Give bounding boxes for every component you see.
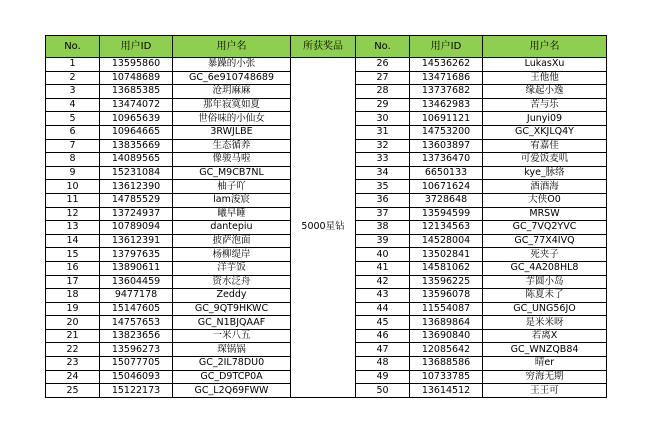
row-no: 6 (46, 125, 100, 139)
row-user-name-right: 缘起小逸 (483, 85, 607, 99)
row-no: 10 (46, 180, 100, 194)
row-no: 5 (46, 112, 100, 126)
row-no-right: 38 (356, 221, 410, 235)
row-user-name-right: 若离X (483, 329, 607, 343)
row-no-right: 32 (356, 139, 410, 153)
row-user-id-right: 13689864 (410, 316, 483, 330)
row-no: 15 (46, 248, 100, 262)
row-user-name-right: 晴er (483, 357, 607, 371)
row-no-right: 27 (356, 71, 410, 85)
row-no: 20 (46, 316, 100, 330)
row-user-id: 13890611 (100, 261, 173, 275)
row-no: 24 (46, 370, 100, 384)
row-user-id-right: 13736470 (410, 153, 483, 167)
row-user-id: 15147605 (100, 302, 173, 316)
row-user-name: 一米八五 (173, 329, 291, 343)
row-no: 23 (46, 357, 100, 371)
row-user-name-right: 芋圆小岛 (483, 275, 607, 289)
row-no-right: 26 (356, 58, 410, 72)
row-no-right: 34 (356, 166, 410, 180)
row-no: 8 (46, 153, 100, 167)
row-user-name: 资水泛舟 (173, 275, 291, 289)
row-user-id: 13835669 (100, 139, 173, 153)
row-user-name: 曦早睡 (173, 207, 291, 221)
row-no: 18 (46, 289, 100, 303)
row-user-name: GC_9QT9HKWC (173, 302, 291, 316)
row-no: 9 (46, 166, 100, 180)
row-user-name: GC_2IL78DU0 (173, 357, 291, 371)
row-user-id-right: 13596078 (410, 289, 483, 303)
row-user-id-right: 12085642 (410, 343, 483, 357)
row-no: 4 (46, 98, 100, 112)
row-user-name-right: 宥嘉佳 (483, 139, 607, 153)
row-no: 2 (46, 71, 100, 85)
row-user-name: 暴躁的小张 (173, 58, 291, 72)
row-no-right: 46 (356, 329, 410, 343)
row-no-right: 30 (356, 112, 410, 126)
row-user-id-right: 11554087 (410, 302, 483, 316)
row-user-id: 13724937 (100, 207, 173, 221)
row-no-right: 47 (356, 343, 410, 357)
header-user-name: 用户名 (173, 36, 291, 58)
row-user-id-right: 14536262 (410, 58, 483, 72)
row-user-name-right: LukasXu (483, 58, 607, 72)
row-user-name: Zeddy (173, 289, 291, 303)
row-user-id-right: 10691121 (410, 112, 483, 126)
header-user-id-right: 用户ID (410, 36, 483, 58)
header-prize: 所获奖品 (291, 36, 356, 58)
row-no-right: 44 (356, 302, 410, 316)
row-user-id: 10748689 (100, 71, 173, 85)
row-user-name-right: 王王可 (483, 384, 607, 398)
row-user-name: GC_M9CB7NL (173, 166, 291, 180)
row-user-id: 14785529 (100, 193, 173, 207)
row-user-id: 13797635 (100, 248, 173, 262)
header-no: No. (46, 36, 100, 58)
row-user-id-right: 6650133 (410, 166, 483, 180)
row-user-name-right: GC_XKJLQ4Y (483, 125, 607, 139)
row-no-right: 35 (356, 180, 410, 194)
row-no: 17 (46, 275, 100, 289)
row-user-id-right: 10671624 (410, 180, 483, 194)
row-no: 21 (46, 329, 100, 343)
row-user-name: 杨柳缇岸 (173, 248, 291, 262)
row-user-id-right: 12134563 (410, 221, 483, 235)
row-user-id: 13604459 (100, 275, 173, 289)
row-user-name-right: GC_7VQ2YVC (483, 221, 607, 235)
row-no: 7 (46, 139, 100, 153)
row-user-name: GC_N1BJQAAF (173, 316, 291, 330)
row-user-name-right: 是米米呀 (483, 316, 607, 330)
row-user-id: 13612390 (100, 180, 173, 194)
row-user-name-right: 陈夏未了 (483, 289, 607, 303)
row-user-id-right: 13471686 (410, 71, 483, 85)
row-user-id: 14757653 (100, 316, 173, 330)
row-user-name: 柚子吖 (173, 180, 291, 194)
row-user-id: 13595860 (100, 58, 173, 72)
row-no-right: 50 (356, 384, 410, 398)
row-user-name: 像骏马啦 (173, 153, 291, 167)
row-no: 14 (46, 234, 100, 248)
row-no: 25 (46, 384, 100, 398)
row-user-id-right: 14528004 (410, 234, 483, 248)
row-user-id: 15077705 (100, 357, 173, 371)
row-user-id-right: 13462983 (410, 98, 483, 112)
row-no: 11 (46, 193, 100, 207)
row-no: 22 (46, 343, 100, 357)
row-user-name-right: 王他他 (483, 71, 607, 85)
row-no-right: 40 (356, 248, 410, 262)
row-no-right: 43 (356, 289, 410, 303)
row-user-id: 14089565 (100, 153, 173, 167)
row-no: 3 (46, 85, 100, 99)
row-user-id-right: 10733785 (410, 370, 483, 384)
row-no-right: 39 (356, 234, 410, 248)
row-user-name-right: GC_77X4IVQ (483, 234, 607, 248)
row-no-right: 41 (356, 261, 410, 275)
row-user-id: 15122173 (100, 384, 173, 398)
row-user-id-right: 13688586 (410, 357, 483, 371)
row-no-right: 37 (356, 207, 410, 221)
row-user-id-right: 13594599 (410, 207, 483, 221)
row-no-right: 49 (356, 370, 410, 384)
row-no-right: 36 (356, 193, 410, 207)
row-user-id: 15231084 (100, 166, 173, 180)
row-user-name-right: GC_4A208HL8 (483, 261, 607, 275)
row-user-name-right: 穷海无期 (483, 370, 607, 384)
row-no-right: 31 (356, 125, 410, 139)
row-user-name-right: GC_UNG56JO (483, 302, 607, 316)
row-user-name: dantepiu (173, 221, 291, 235)
row-user-name: GC_D9TCP0A (173, 370, 291, 384)
row-user-id: 10965639 (100, 112, 173, 126)
row-user-id-right: 3728648 (410, 193, 483, 207)
row-no-right: 45 (356, 316, 410, 330)
row-user-id: 13685385 (100, 85, 173, 99)
row-user-name-right: Junyi09 (483, 112, 607, 126)
row-no-right: 42 (356, 275, 410, 289)
row-user-id: 10964665 (100, 125, 173, 139)
header-user-id: 用户ID (100, 36, 173, 58)
row-user-id: 10789094 (100, 221, 173, 235)
row-user-name: 生态循养 (173, 139, 291, 153)
header-user-name-right: 用户名 (483, 36, 607, 58)
row-user-id-right: 13737682 (410, 85, 483, 99)
row-no: 13 (46, 221, 100, 235)
row-user-name: 琛锅锅 (173, 343, 291, 357)
row-user-name-right: 死夹子 (483, 248, 607, 262)
row-user-id: 9477178 (100, 289, 173, 303)
row-user-id-right: 13596225 (410, 275, 483, 289)
row-user-id-right: 14753200 (410, 125, 483, 139)
row-user-name: 洋芋饭 (173, 261, 291, 275)
row-user-id: 13596273 (100, 343, 173, 357)
table-body (46, 58, 607, 398)
winners-table (45, 35, 607, 398)
row-user-name: lam浚宸 (173, 193, 291, 207)
row-user-name-right: 酒酒海 (483, 180, 607, 194)
row-user-id-right: 13690840 (410, 329, 483, 343)
row-no: 12 (46, 207, 100, 221)
row-user-name: 披萨泡面 (173, 234, 291, 248)
row-user-name: GC_L2Q69FWW (173, 384, 291, 398)
row-no-right: 48 (356, 357, 410, 371)
header-no-right: No. (356, 36, 410, 58)
header-row (46, 36, 607, 58)
row-no: 16 (46, 261, 100, 275)
row-no: 19 (46, 302, 100, 316)
prize-cell: 5000星钻 (291, 58, 356, 398)
row-user-name-right: GC_WNZQB84 (483, 343, 607, 357)
row-user-name: 世俗味的小仙女 (173, 112, 291, 126)
row-user-name: 沧玥麻麻 (173, 85, 291, 99)
row-user-name-right: 大侠O0 (483, 193, 607, 207)
row-no-right: 28 (356, 85, 410, 99)
row-user-id-right: 14581062 (410, 261, 483, 275)
row-user-name-right: 可爱饭麦叽 (483, 153, 607, 167)
row-no-right: 29 (356, 98, 410, 112)
row-no: 1 (46, 58, 100, 72)
table-row (46, 58, 607, 72)
row-user-id: 13612391 (100, 234, 173, 248)
row-user-id: 15046093 (100, 370, 173, 384)
row-user-name-right: 苦与乐 (483, 98, 607, 112)
row-user-name-right: MRSW (483, 207, 607, 221)
row-user-name: 那年寂寞如夏 (173, 98, 291, 112)
row-user-id-right: 13603897 (410, 139, 483, 153)
row-user-name: GC_6e910748689 (173, 71, 291, 85)
row-user-id-right: 13502841 (410, 248, 483, 262)
row-no-right: 33 (356, 153, 410, 167)
row-user-name: 3RWJLBE (173, 125, 291, 139)
row-user-id-right: 13614512 (410, 384, 483, 398)
row-user-id: 13474072 (100, 98, 173, 112)
row-user-name-right: kye_脉络 (483, 166, 607, 180)
row-user-id: 13823656 (100, 329, 173, 343)
